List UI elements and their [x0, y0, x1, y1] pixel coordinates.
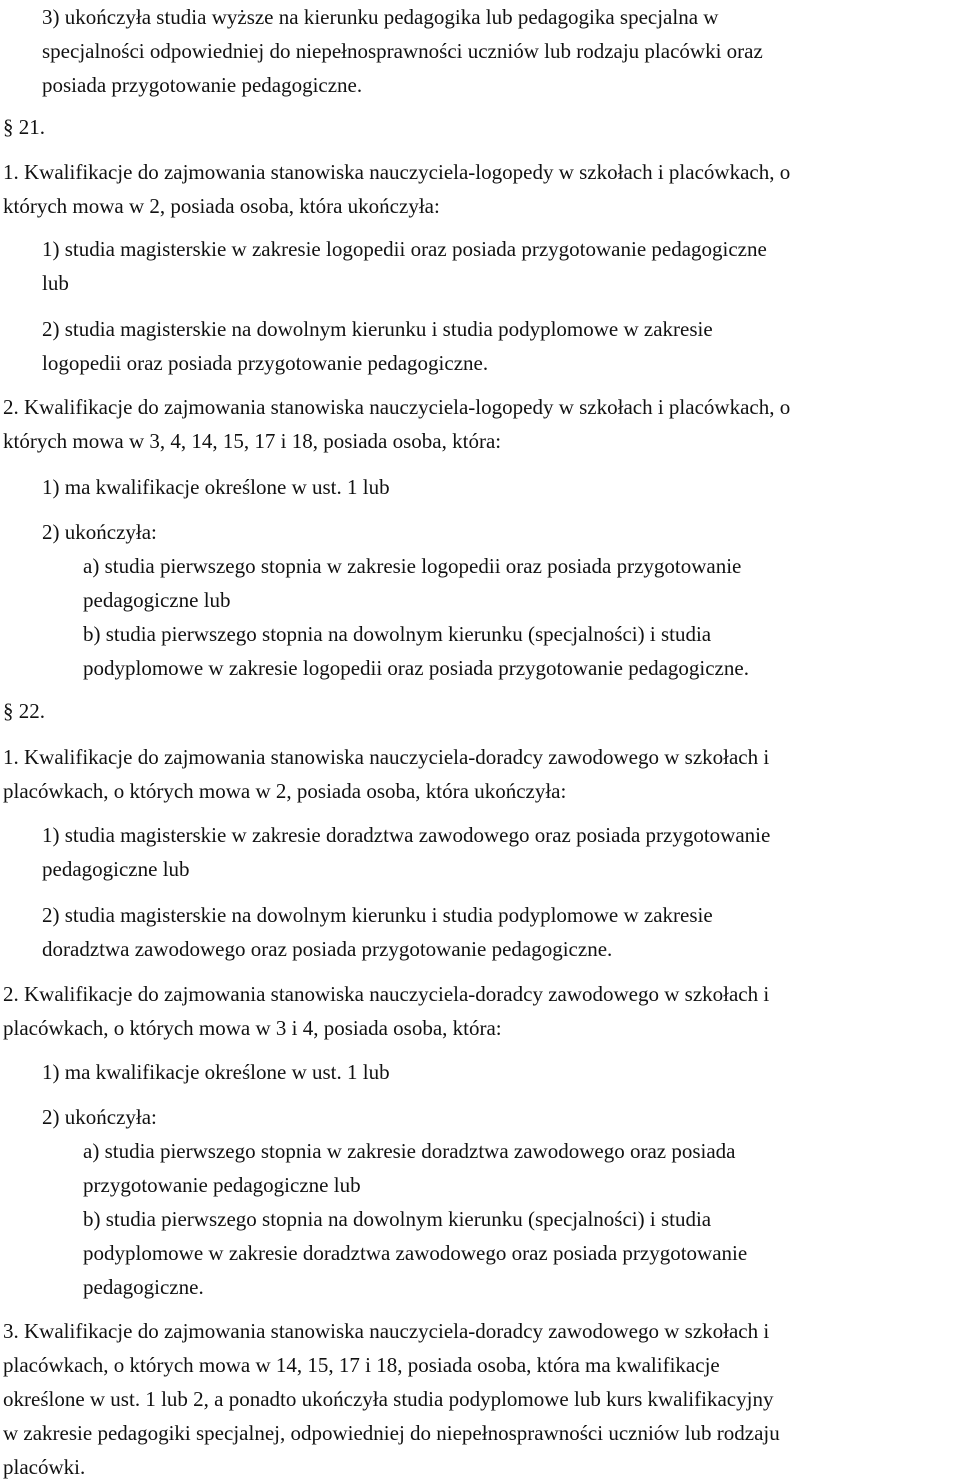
text-line: 1) studia magisterskie w zakresie logopedii oraz posiada przygotowanie pedagogiczne: [42, 237, 767, 261]
text-line: b) studia pierwszego stopnia na dowolnym kierunku (specjalności) i studia: [83, 1207, 712, 1231]
text-line: doradztwa zawodowego oraz posiada przygotowanie pedagogiczne.: [42, 937, 613, 961]
text-line: placówkach, o których mowa w 14, 15, 17 i 18, posiada osoba, która ma kwalifikacje: [3, 1353, 720, 1377]
text-line: 1) studia magisterskie w zakresie doradztwa zawodowego oraz posiada przygotowanie: [42, 823, 771, 847]
text-line: pedagogiczne.: [83, 1275, 204, 1299]
text-line: 2. Kwalifikacje do zajmowania stanowiska nauczyciela-doradcy zawodowego w szkołach i: [3, 982, 770, 1006]
section-number: 21.: [18, 115, 45, 139]
text-line: 3. Kwalifikacje do zajmowania stanowiska nauczyciela-doradcy zawodowego w szkołach i: [3, 1319, 770, 1343]
section-heading: § 22.: [3, 699, 45, 723]
text-line: placówki.: [3, 1455, 86, 1479]
text-line: a) studia pierwszego stopnia w zakresie logopedii oraz posiada przygotowanie: [83, 554, 742, 578]
text-line: 1) ma kwalifikacje określone w ust. 1 lub: [42, 475, 390, 499]
text-line: których mowa w 3, 4, 14, 15, 17 i 18, posiada osoba, która:: [3, 429, 502, 453]
text-line: 3) ukończyła studia wyższe na kierunku pedagogika lub pedagogika specjalna w: [42, 5, 719, 29]
text-line: a) studia pierwszego stopnia w zakresie doradztwa zawodowego oraz posiada: [83, 1139, 736, 1163]
text-line: 1. Kwalifikacje do zajmowania stanowiska nauczyciela-doradcy zawodowego w szkołach i: [3, 745, 770, 769]
text-line: przygotowanie pedagogiczne lub: [83, 1173, 361, 1197]
text-line: lub: [42, 271, 69, 295]
text-line: w zakresie pedagogiki specjalnej, odpowiedniej do niepełnosprawności uczniów lub rodzaju: [3, 1421, 780, 1445]
text-line: podyplomowe w zakresie doradztwa zawodowego oraz posiada przygotowanie: [83, 1241, 748, 1265]
text-line: b) studia pierwszego stopnia na dowolnym kierunku (specjalności) i studia: [83, 622, 712, 646]
text-line: posiada przygotowanie pedagogiczne.: [42, 73, 363, 97]
text-line: 1. Kwalifikacje do zajmowania stanowiska nauczyciela-logopedy w szkołach i placówkach, o: [3, 160, 791, 184]
text-line: 2) ukończyła:: [42, 1105, 157, 1129]
text-line: 1) ma kwalifikacje określone w ust. 1 lub: [42, 1060, 390, 1084]
text-line: pedagogiczne lub: [83, 588, 231, 612]
text-line: 2) studia magisterskie na dowolnym kierunku i studia podyplomowe w zakresie: [42, 903, 713, 927]
text-line: 2) studia magisterskie na dowolnym kierunku i studia podyplomowe w zakresie: [42, 317, 713, 341]
text-line: placówkach, o których mowa w 2, posiada osoba, która ukończyła:: [3, 779, 567, 803]
section-number: 22.: [18, 699, 45, 723]
text-line: logopedii oraz posiada przygotowanie pedagogiczne.: [42, 351, 489, 375]
text-line: pedagogiczne lub: [42, 857, 190, 881]
text-line: których mowa w 2, posiada osoba, która ukończyła:: [3, 194, 440, 218]
text-line: podyplomowe w zakresie logopedii oraz posiada przygotowanie pedagogiczne.: [83, 656, 749, 680]
text-line: 2) ukończyła:: [42, 520, 157, 544]
text-line: 2. Kwalifikacje do zajmowania stanowiska nauczyciela-logopedy w szkołach i placówkach, o: [3, 395, 791, 419]
text-line: specjalności odpowiedniej do niepełnosprawności uczniów lub rodzaju placówki oraz: [42, 39, 763, 63]
text-line: placówkach, o których mowa w 3 i 4, posiada osoba, która:: [3, 1016, 502, 1040]
section-heading: § 21.: [3, 115, 45, 139]
text-line: określone w ust. 1 lub 2, a ponadto ukończyła studia podyplomowe lub kurs kwalifikacyjny: [3, 1387, 774, 1411]
